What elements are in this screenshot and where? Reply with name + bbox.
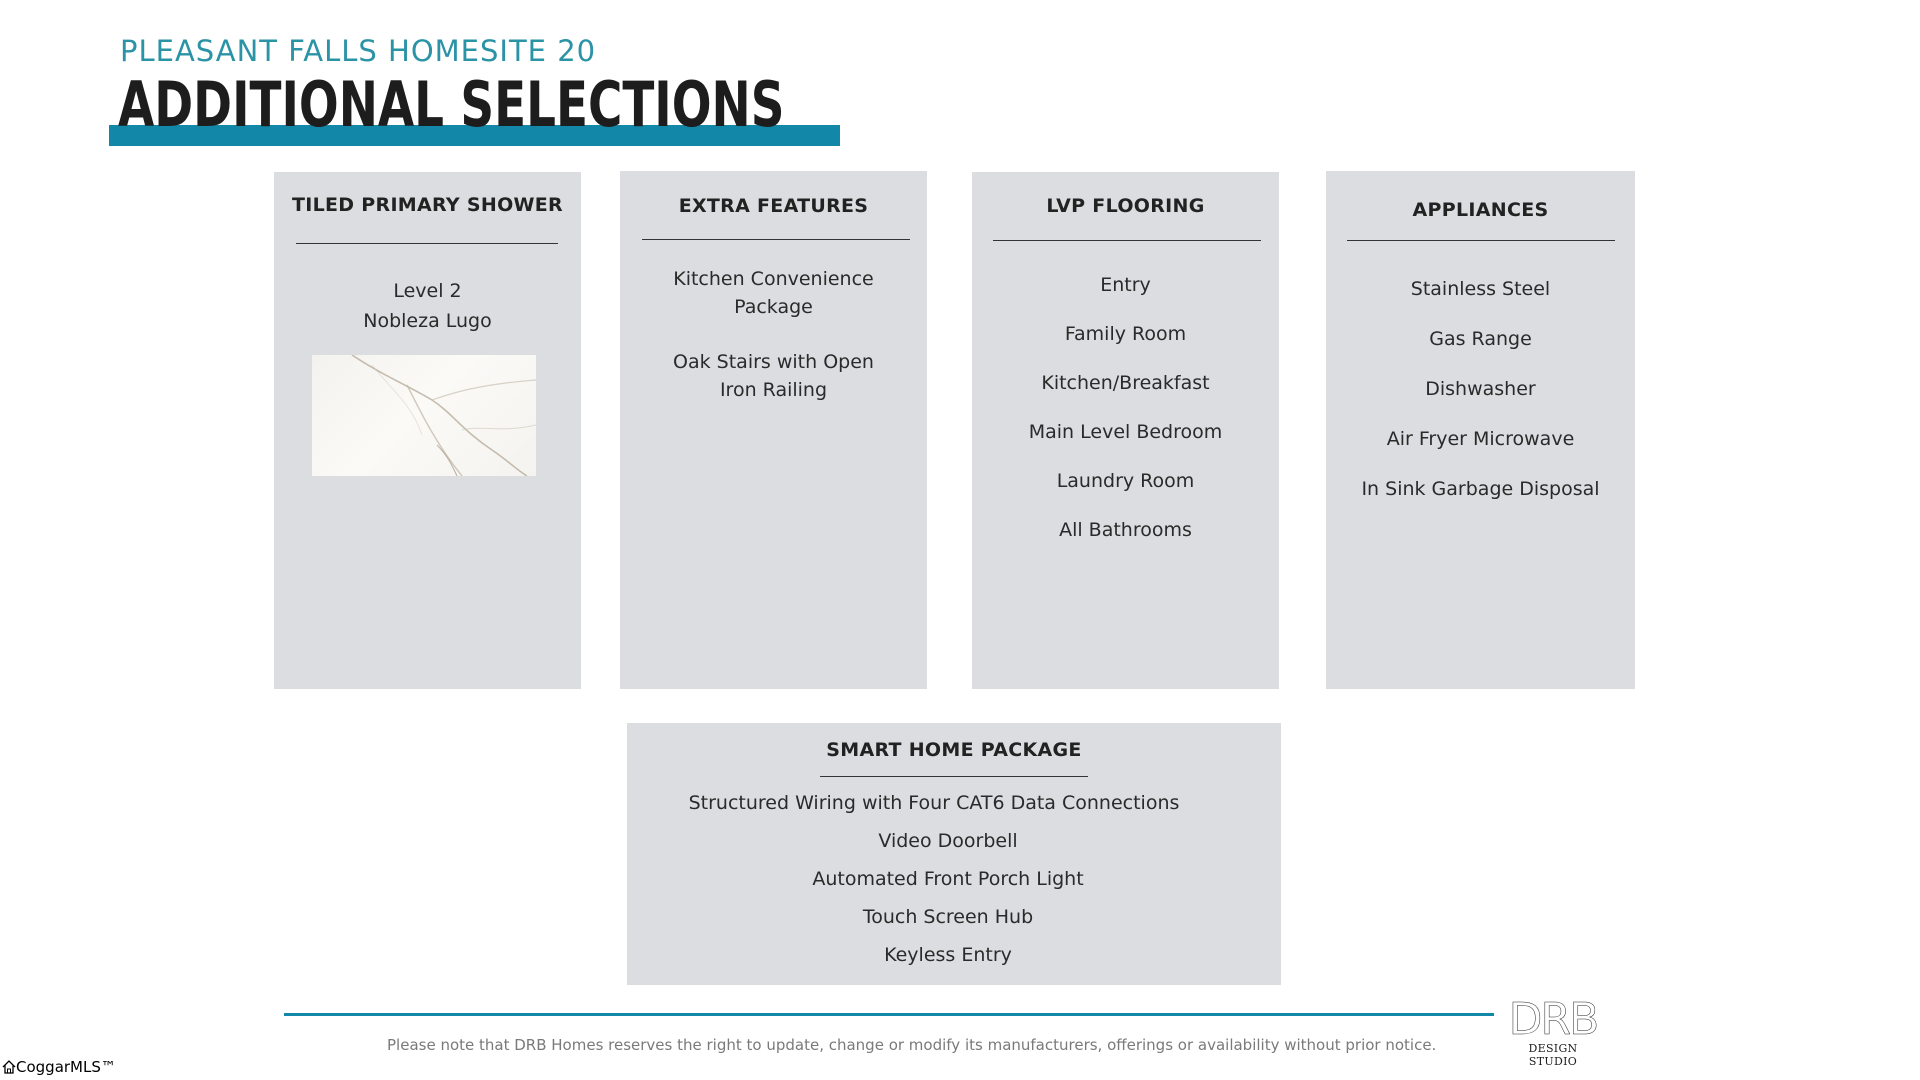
lvp-item: Laundry Room — [1056, 470, 1195, 492]
lvp-item: All Bathrooms — [1059, 519, 1192, 541]
card-smart-home-package — [627, 723, 1281, 985]
appliance-item: Dishwasher — [1425, 378, 1536, 400]
card-heading: SMART HOME PACKAGE — [826, 739, 1082, 761]
logo-subtitle: DESIGN STUDIO — [1528, 1042, 1578, 1068]
smart-home-item: Automated Front Porch Light — [812, 868, 1084, 890]
appliance-item: Air Fryer Microwave — [1386, 428, 1575, 450]
drb-design-studio-logo — [1503, 994, 1603, 1068]
card-divider — [1347, 240, 1615, 241]
lvp-item: Kitchen/Breakfast — [1041, 372, 1210, 394]
card-divider — [296, 243, 558, 244]
homesite-subtitle: PLEASANT FALLS HOMESITE 20 — [120, 34, 597, 68]
card-divider — [820, 776, 1088, 777]
card-heading: EXTRA FEATURES — [678, 195, 869, 217]
smart-home-item: Structured Wiring with Four CAT6 Data Connections — [688, 792, 1180, 814]
logo-mark: DRB — [1508, 994, 1598, 1045]
shower-finish: Nobleza Lugo — [363, 310, 492, 332]
page-title: ADDITIONAL SELECTIONS — [118, 68, 785, 141]
mls-watermark — [2, 1058, 116, 1076]
card-divider — [993, 240, 1261, 241]
card-appliances — [1326, 171, 1635, 689]
lvp-item: Main Level Bedroom — [1028, 421, 1223, 443]
extra-feature-item — [660, 265, 887, 321]
card-heading: TILED PRIMARY SHOWER — [291, 194, 563, 216]
appliance-item: In Sink Garbage Disposal — [1361, 478, 1600, 500]
smart-home-item: Touch Screen Hub — [862, 906, 1034, 928]
card-heading: APPLIANCES — [1412, 199, 1549, 221]
card-divider — [642, 239, 910, 240]
smart-home-item: Video Doorbell — [878, 830, 1018, 852]
appliance-item: Gas Range — [1429, 328, 1532, 350]
card-heading: LVP FLOORING — [1046, 195, 1205, 217]
smart-home-item: Keyless Entry — [884, 944, 1012, 966]
house-icon — [2, 1060, 16, 1074]
card-extra-features — [620, 171, 927, 689]
watermark-text: CoggarMLS™ — [16, 1058, 116, 1076]
marble-tile-swatch — [312, 355, 536, 476]
extra-feature-text: Kitchen Convenience Package — [673, 268, 874, 318]
lvp-item: Entry — [1100, 274, 1151, 296]
extra-feature-text: Oak Stairs with Open Iron Railing — [673, 351, 874, 401]
extra-feature-item — [660, 348, 887, 404]
disclaimer-note: Please note that DRB Homes reserves the right to update, change or modify its manufacturers, offerings or availability without prior notice. — [387, 1036, 1437, 1054]
card-tiled-primary-shower — [274, 172, 581, 689]
lvp-item: Family Room — [1064, 323, 1187, 345]
footer-divider — [284, 1013, 1494, 1016]
card-lvp-flooring — [972, 172, 1279, 689]
appliance-item: Stainless Steel — [1410, 278, 1551, 300]
shower-level: Level 2 — [393, 280, 462, 302]
